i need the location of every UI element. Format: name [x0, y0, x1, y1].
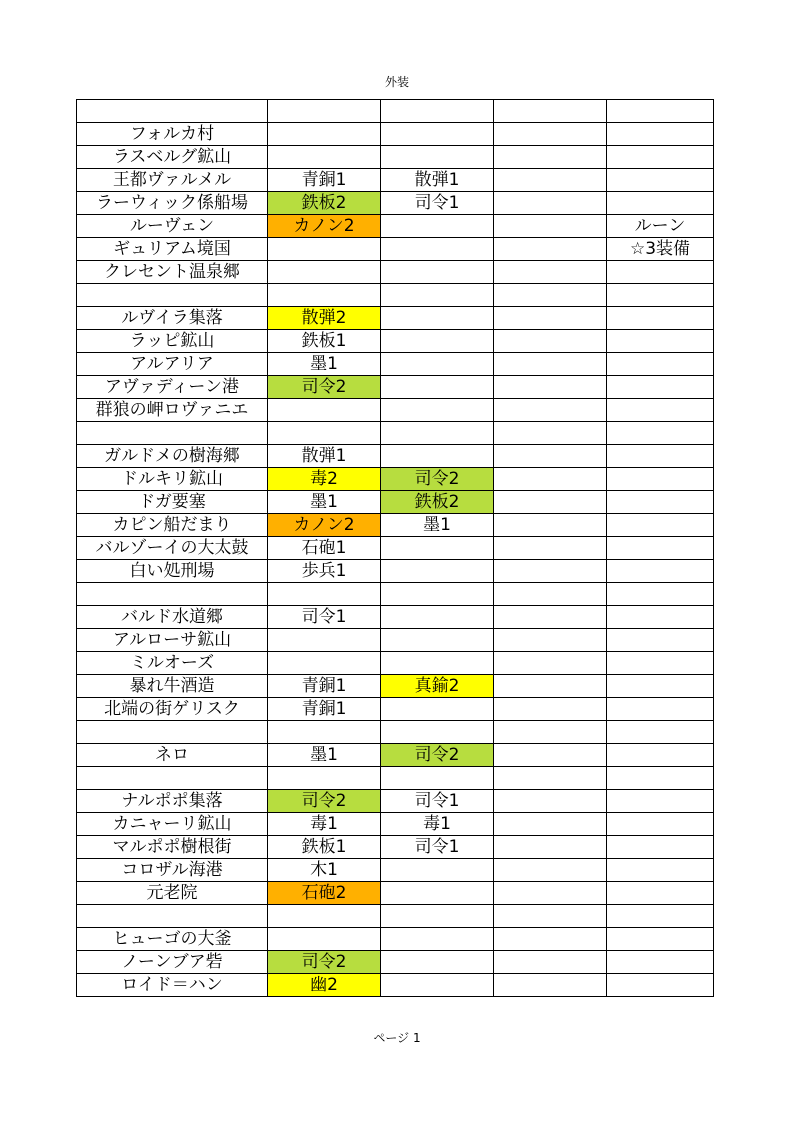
- material-cell-3: [494, 169, 607, 192]
- material-cell-1: [268, 721, 381, 744]
- note-cell: [607, 307, 714, 330]
- table-row: [77, 537, 714, 560]
- location-cell: ナルポポ集落: [77, 790, 268, 813]
- material-cell-3: [494, 123, 607, 146]
- table-row: [77, 192, 714, 215]
- table-row: [77, 675, 714, 698]
- material-cell-1: 鉄板1: [268, 836, 381, 859]
- location-cell: ルヴイラ集落: [77, 307, 268, 330]
- material-cell-2: 司令2: [381, 468, 494, 491]
- material-cell-2: 司令1: [381, 790, 494, 813]
- note-cell: [607, 514, 714, 537]
- material-cell-2: 真鍮2: [381, 675, 494, 698]
- material-cell-3: [494, 606, 607, 629]
- location-cell: ロイド＝ハン: [77, 974, 268, 997]
- material-cell-1: カノン2: [268, 514, 381, 537]
- location-cell: アルローサ鉱山: [77, 629, 268, 652]
- location-cell: [77, 583, 268, 606]
- material-cell-2: 司令2: [381, 744, 494, 767]
- note-cell: ☆3装備: [607, 238, 714, 261]
- table-row: [77, 767, 714, 790]
- material-cell-2: [381, 721, 494, 744]
- note-cell: [607, 330, 714, 353]
- location-cell: コロザル海港: [77, 859, 268, 882]
- table-body: [77, 100, 714, 997]
- material-cell-2: [381, 100, 494, 123]
- table-row: [77, 790, 714, 813]
- material-cell-1: 墨1: [268, 491, 381, 514]
- table-row: [77, 307, 714, 330]
- material-cell-3: [494, 537, 607, 560]
- table-row: [77, 583, 714, 606]
- material-cell-3: [494, 376, 607, 399]
- note-cell: [607, 284, 714, 307]
- material-cell-2: [381, 859, 494, 882]
- material-cell-2: [381, 399, 494, 422]
- note-cell: [607, 790, 714, 813]
- material-cell-1: 司令2: [268, 951, 381, 974]
- location-cell: [77, 905, 268, 928]
- table-row: [77, 514, 714, 537]
- material-cell-2: [381, 583, 494, 606]
- location-cell: クレセント温泉郷: [77, 261, 268, 284]
- material-cell-3: [494, 307, 607, 330]
- material-cell-1: 墨1: [268, 744, 381, 767]
- material-cell-3: [494, 905, 607, 928]
- material-cell-1: 毒2: [268, 468, 381, 491]
- location-cell: マルポポ樹根街: [77, 836, 268, 859]
- note-cell: [607, 468, 714, 491]
- material-cell-3: [494, 721, 607, 744]
- table-row: [77, 698, 714, 721]
- material-cell-1: カノン2: [268, 215, 381, 238]
- material-cell-2: [381, 537, 494, 560]
- location-cell: ガルドメの樹海郷: [77, 445, 268, 468]
- material-cell-3: [494, 652, 607, 675]
- location-cell: 王都ヴァルメル: [77, 169, 268, 192]
- note-cell: [607, 123, 714, 146]
- table-row: [77, 468, 714, 491]
- location-cell: [77, 767, 268, 790]
- material-cell-2: 鉄板2: [381, 491, 494, 514]
- material-cell-2: [381, 928, 494, 951]
- note-cell: [607, 652, 714, 675]
- material-cell-3: [494, 100, 607, 123]
- material-cell-1: [268, 238, 381, 261]
- note-cell: [607, 422, 714, 445]
- material-cell-2: [381, 422, 494, 445]
- location-cell: [77, 422, 268, 445]
- note-cell: [607, 100, 714, 123]
- material-cell-3: [494, 468, 607, 491]
- location-cell: [77, 721, 268, 744]
- material-cell-3: [494, 882, 607, 905]
- material-cell-1: [268, 629, 381, 652]
- material-cell-1: [268, 928, 381, 951]
- material-cell-2: 毒1: [381, 813, 494, 836]
- location-cell: バルゾーイの大太鼓: [77, 537, 268, 560]
- location-cell: 白い処刑場: [77, 560, 268, 583]
- material-cell-2: 司令1: [381, 192, 494, 215]
- table-row: [77, 836, 714, 859]
- material-cell-2: [381, 951, 494, 974]
- material-cell-3: [494, 192, 607, 215]
- material-cell-2: [381, 445, 494, 468]
- table-row: [77, 123, 714, 146]
- location-cell: アヴァディーン港: [77, 376, 268, 399]
- table-row: [77, 100, 714, 123]
- table-row: [77, 422, 714, 445]
- material-cell-3: [494, 330, 607, 353]
- location-cell: ギュリアム境国: [77, 238, 268, 261]
- material-cell-3: [494, 629, 607, 652]
- material-cell-2: [381, 353, 494, 376]
- location-cell: バルド水道郷: [77, 606, 268, 629]
- material-cell-2: [381, 238, 494, 261]
- note-cell: [607, 560, 714, 583]
- material-cell-3: [494, 284, 607, 307]
- material-cell-1: 毒1: [268, 813, 381, 836]
- note-cell: ルーン: [607, 215, 714, 238]
- material-cell-1: 石砲2: [268, 882, 381, 905]
- material-cell-2: 司令1: [381, 836, 494, 859]
- table-row: [77, 560, 714, 583]
- location-cell: ラッピ鉱山: [77, 330, 268, 353]
- material-cell-2: [381, 376, 494, 399]
- material-cell-2: [381, 307, 494, 330]
- table-row: [77, 928, 714, 951]
- table-row: [77, 399, 714, 422]
- material-cell-1: 石砲1: [268, 537, 381, 560]
- material-cell-2: [381, 560, 494, 583]
- material-cell-3: [494, 744, 607, 767]
- material-cell-3: [494, 560, 607, 583]
- note-cell: [607, 951, 714, 974]
- location-cell: ヒューゴの大釜: [77, 928, 268, 951]
- material-cell-2: [381, 882, 494, 905]
- note-cell: [607, 192, 714, 215]
- material-cell-3: [494, 859, 607, 882]
- table-row: [77, 629, 714, 652]
- table-row: [77, 284, 714, 307]
- material-cell-2: 墨1: [381, 514, 494, 537]
- table-row: [77, 376, 714, 399]
- table-row: [77, 238, 714, 261]
- table-row: [77, 744, 714, 767]
- table-row: [77, 951, 714, 974]
- material-cell-3: [494, 146, 607, 169]
- page-header-title: 外装: [384, 75, 409, 89]
- material-cell-1: 幽2: [268, 974, 381, 997]
- material-cell-2: [381, 974, 494, 997]
- material-cell-3: [494, 399, 607, 422]
- material-cell-2: [381, 629, 494, 652]
- material-cell-3: [494, 928, 607, 951]
- material-cell-1: [268, 123, 381, 146]
- material-cell-3: [494, 836, 607, 859]
- material-cell-1: [268, 583, 381, 606]
- location-cell: 暴れ牛酒造: [77, 675, 268, 698]
- note-cell: [607, 928, 714, 951]
- material-cell-2: [381, 652, 494, 675]
- material-cell-2: [381, 767, 494, 790]
- material-cell-1: 木1: [268, 859, 381, 882]
- note-cell: [607, 353, 714, 376]
- material-cell-3: [494, 422, 607, 445]
- table-row: [77, 652, 714, 675]
- material-cell-2: 散弾1: [381, 169, 494, 192]
- note-cell: [607, 859, 714, 882]
- table-row: [77, 974, 714, 997]
- material-cell-1: 青銅1: [268, 698, 381, 721]
- material-cell-3: [494, 698, 607, 721]
- note-cell: [607, 905, 714, 928]
- material-cell-1: [268, 261, 381, 284]
- note-cell: [607, 146, 714, 169]
- material-cell-1: [268, 284, 381, 307]
- note-cell: [607, 698, 714, 721]
- note-cell: [607, 376, 714, 399]
- material-cell-3: [494, 583, 607, 606]
- table-row: [77, 721, 714, 744]
- material-cell-3: [494, 215, 607, 238]
- note-cell: [607, 767, 714, 790]
- material-cell-1: [268, 146, 381, 169]
- location-cell: カピン船だまり: [77, 514, 268, 537]
- material-cell-3: [494, 514, 607, 537]
- material-cell-1: 青銅1: [268, 169, 381, 192]
- note-cell: [607, 491, 714, 514]
- material-cell-3: [494, 767, 607, 790]
- table-row: [77, 146, 714, 169]
- note-cell: [607, 813, 714, 836]
- table-row: [77, 215, 714, 238]
- table-row: [77, 606, 714, 629]
- material-cell-1: [268, 422, 381, 445]
- material-cell-1: 散弾2: [268, 307, 381, 330]
- location-cell: ラーウィック係船場: [77, 192, 268, 215]
- note-cell: [607, 399, 714, 422]
- location-cell: 北端の街ゲリスク: [77, 698, 268, 721]
- material-cell-3: [494, 813, 607, 836]
- note-cell: [607, 583, 714, 606]
- table-row: [77, 813, 714, 836]
- location-cell: フォルカ村: [77, 123, 268, 146]
- table-row: [77, 330, 714, 353]
- material-cell-2: [381, 146, 494, 169]
- page-footer-number: ページ 1: [373, 1031, 421, 1045]
- material-cell-1: 歩兵1: [268, 560, 381, 583]
- note-cell: [607, 882, 714, 905]
- material-cell-2: [381, 284, 494, 307]
- note-cell: [607, 169, 714, 192]
- note-cell: [607, 744, 714, 767]
- table-row: [77, 261, 714, 284]
- material-cell-1: 鉄板1: [268, 330, 381, 353]
- material-cell-3: [494, 445, 607, 468]
- note-cell: [607, 836, 714, 859]
- location-cell: 元老院: [77, 882, 268, 905]
- material-cell-2: [381, 905, 494, 928]
- material-cell-2: [381, 215, 494, 238]
- location-cell: ルーヴェン: [77, 215, 268, 238]
- location-cell: [77, 100, 268, 123]
- material-cell-3: [494, 675, 607, 698]
- location-cell: ドルキリ鉱山: [77, 468, 268, 491]
- material-cell-1: 司令2: [268, 376, 381, 399]
- material-cell-1: [268, 905, 381, 928]
- material-cell-2: [381, 698, 494, 721]
- material-cell-1: [268, 399, 381, 422]
- material-cell-1: 鉄板2: [268, 192, 381, 215]
- note-cell: [607, 721, 714, 744]
- material-cell-3: [494, 491, 607, 514]
- material-cell-1: [268, 652, 381, 675]
- material-cell-1: 墨1: [268, 353, 381, 376]
- location-cell: カニャーリ鉱山: [77, 813, 268, 836]
- material-cell-2: [381, 261, 494, 284]
- material-cell-3: [494, 353, 607, 376]
- table-row: [77, 859, 714, 882]
- material-cell-3: [494, 261, 607, 284]
- data-table: [76, 99, 714, 997]
- note-cell: [607, 537, 714, 560]
- material-cell-2: [381, 330, 494, 353]
- note-cell: [607, 675, 714, 698]
- material-cell-3: [494, 951, 607, 974]
- note-cell: [607, 974, 714, 997]
- material-cell-3: [494, 238, 607, 261]
- material-cell-1: 青銅1: [268, 675, 381, 698]
- note-cell: [607, 445, 714, 468]
- material-cell-1: 司令1: [268, 606, 381, 629]
- location-cell: ミルオーズ: [77, 652, 268, 675]
- table-row: [77, 905, 714, 928]
- table-row: [77, 169, 714, 192]
- location-cell: ノーンブア砦: [77, 951, 268, 974]
- material-cell-1: 散弾1: [268, 445, 381, 468]
- material-cell-1: [268, 767, 381, 790]
- location-cell: ネロ: [77, 744, 268, 767]
- table-row: [77, 491, 714, 514]
- material-cell-3: [494, 790, 607, 813]
- material-cell-3: [494, 974, 607, 997]
- material-cell-1: [268, 100, 381, 123]
- table-row: [77, 445, 714, 468]
- table-row: [77, 882, 714, 905]
- location-cell: ドガ要塞: [77, 491, 268, 514]
- material-cell-2: [381, 606, 494, 629]
- location-cell: アルアリア: [77, 353, 268, 376]
- location-cell: 群狼の岬ロヴァニエ: [77, 399, 268, 422]
- note-cell: [607, 261, 714, 284]
- material-cell-1: 司令2: [268, 790, 381, 813]
- location-cell: ラスベルグ鉱山: [77, 146, 268, 169]
- table-row: [77, 353, 714, 376]
- note-cell: [607, 629, 714, 652]
- location-cell: [77, 284, 268, 307]
- material-cell-2: [381, 123, 494, 146]
- note-cell: [607, 606, 714, 629]
